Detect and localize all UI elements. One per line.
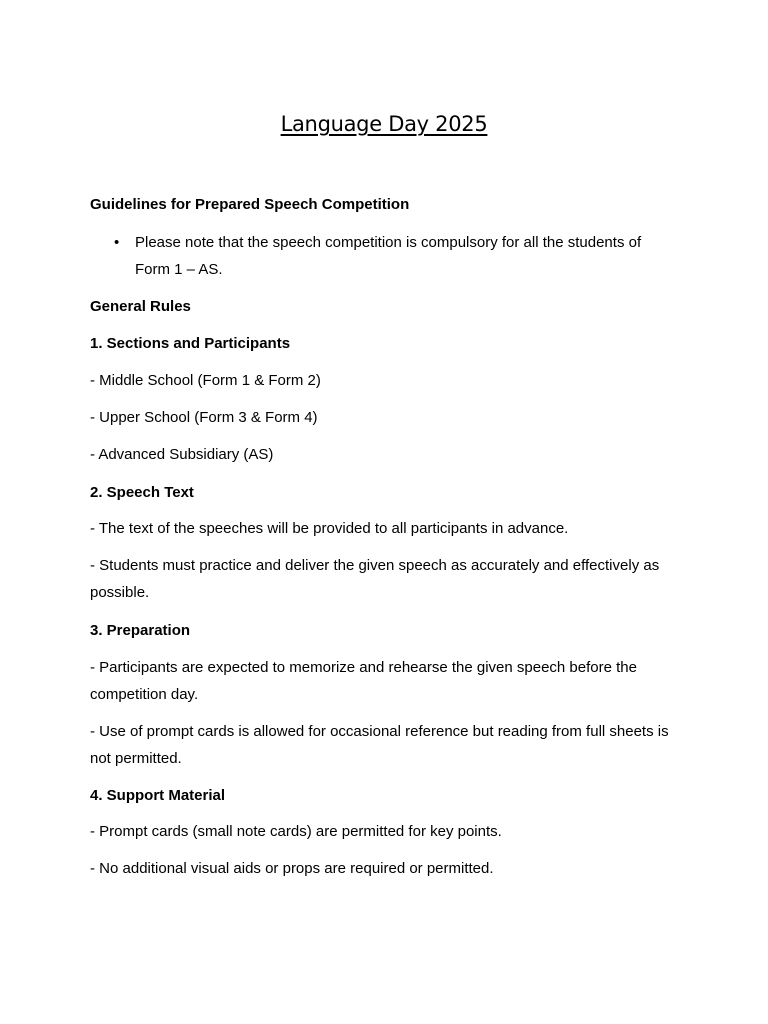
bullet-icon: • bbox=[114, 234, 120, 251]
section-heading: 2. Speech Text bbox=[90, 484, 194, 501]
section-line: - No additional visual aids or props are required or permitted. bbox=[90, 860, 494, 877]
section-line: - Middle School (Form 1 & Form 2) bbox=[90, 372, 321, 389]
bullet-text-line-2: Form 1 – AS. bbox=[135, 261, 223, 278]
section-line: possible. bbox=[90, 584, 150, 601]
section-heading: 3. Preparation bbox=[90, 622, 191, 639]
section-heading: 4. Support Material bbox=[90, 787, 226, 804]
section-line: - Participants are expected to memorize and rehearse the given speech before the bbox=[90, 659, 637, 676]
section-line: not permitted. bbox=[90, 750, 182, 767]
section-line: - Students must practice and deliver the given speech as accurately and effectively as bbox=[90, 557, 660, 574]
section-line: - Upper School (Form 3 & Form 4) bbox=[90, 409, 318, 426]
section-line: - The text of the speeches will be provided to all participants in advance. bbox=[90, 520, 569, 537]
section-line: - Prompt cards (small note cards) are permitted for key points. bbox=[90, 823, 502, 840]
guidelines-heading: Guidelines for Prepared Speech Competition bbox=[90, 196, 410, 213]
document-title: Language Day 2025 bbox=[280, 112, 488, 136]
section-line: - Use of prompt cards is allowed for occasional reference but reading from full sheets is bbox=[90, 723, 669, 740]
section-line: competition day. bbox=[90, 686, 199, 703]
section-line: - Advanced Subsidiary (AS) bbox=[90, 446, 274, 463]
bullet-text-line-1: Please note that the speech competition is compulsory for all the students of bbox=[135, 234, 642, 251]
section-heading: 1. Sections and Participants bbox=[90, 335, 291, 352]
general-rules-heading: General Rules bbox=[90, 298, 191, 315]
